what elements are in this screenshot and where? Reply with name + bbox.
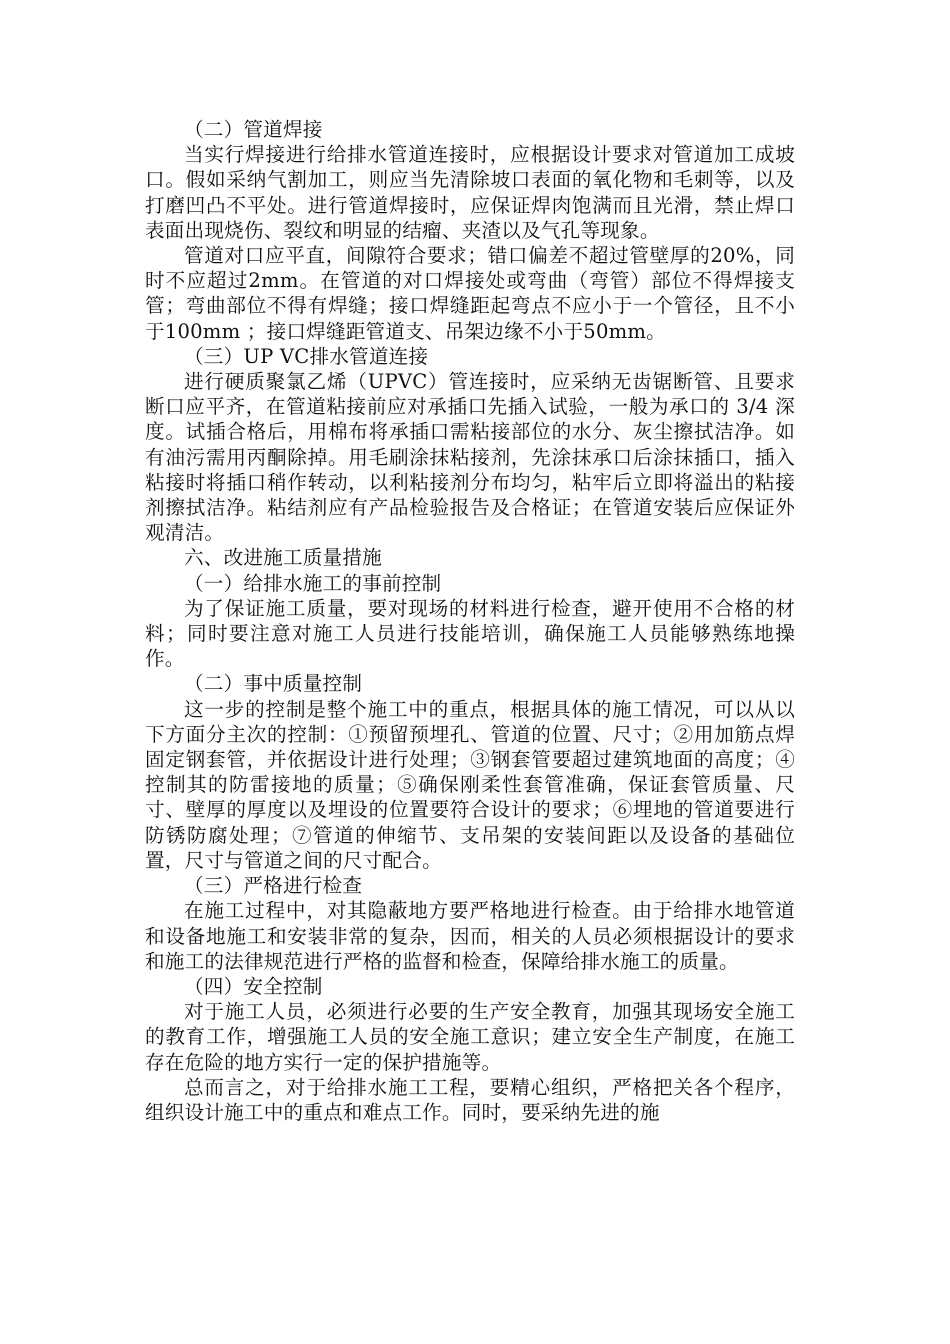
paragraph-pre-control: 为了保证施工质量，要对现场的材料进行检查，避开使用不合格的材料；同时要注意对施工人员进行技能培训，确保施工人员能够熟练地操作。 bbox=[145, 596, 795, 671]
document-body bbox=[145, 117, 795, 1125]
section-heading-in-process-control: （二）事中质量控制 bbox=[184, 672, 363, 696]
paragraph-upvc-bonding: 进行硬质聚氯乙烯（UPVC）管连接时，应采纳无齿锯断管、且要求断口应平齐，在管道粘接前应对承插口先插入试验，一般为承口的 3/4 深度。试插合格后，用棉布将承插口需粘接部位的水分、灰尘擦拭洁净。如有油污需用丙酮除掉。用毛刷涂抹粘接剂，先涂抹承口后涂抹插口，插入粘接时将插口稍作转动，以利粘接剂分布均匀，粘牢后立即将溢出的粘接剂擦拭洁净。粘结剂应有产品检验报告及合格证；在管道安装后应保证外观清洁。 bbox=[145, 370, 795, 545]
paragraph-welding-bevel: 当实行焊接进行给排水管道连接时，应根据设计要求对管道加工成坡口。假如采纳气割加工，则应当先清除坡口表面的氧化物和毛刺等，以及打磨凹凸不平处。进行管道焊接时，应保证焊肉饱满而且光滑，禁止焊口表面出现烧伤、裂纹和明显的结瘤、夹渣以及气孔等现象。 bbox=[145, 143, 795, 242]
paragraph-conclusion: 总而言之，对于给排水施工工程，要精心组织，严格把关各个程序，组织设计施工中的重点和难点工作。同时，要采纳先进的施 bbox=[145, 1075, 795, 1124]
paragraph-butt-joint: 管道对口应平直，间隙符合要求；错口偏差不超过管壁厚的20%，同时不应超过2mm。在管道的对口焊接处或弯曲（弯管）部位不得焊接支管；弯曲部位不得有焊缝；接口焊缝距起弯点不应小于一个管径，且不小于100mm ；接口焊缝距管道支、吊架边缘不小于50mm。 bbox=[145, 244, 795, 343]
paragraph-safety-control: 对于施工人员，必须进行必要的生产安全教育，加强其现场安全施工的教育工作，增强施工人员的安全施工意识；建立安全生产制度，在施工存在危险的地方实行一定的保护措施等。 bbox=[145, 1000, 795, 1074]
section-heading-pipe-welding: （二）管道焊接 bbox=[184, 118, 323, 141]
section-heading-upvc-connection: （三）UP VC排水管道连接 bbox=[184, 344, 429, 368]
section-heading-safety-control: （四）安全控制 bbox=[184, 974, 323, 998]
paragraph-in-process-control: 这一步的控制是整个施工中的重点，根据具体的施工情况，可以从以下方面分主次的控制：①预留预埋孔、管道的位置、尺寸；②用加筋点焊固定钢套管，并依据设计进行处理；③钢套管要超过建筑地面的高度；④控制其的防雷接地的质量；⑤确保刚柔性套管准确，保证套管质量、尺寸、壁厚的厚度以及埋设的位置要符合设计的要求；⑥埋地的管道要进行防锈防腐处理；⑦管道的伸缩节、支吊架的安装间距以及设备的基础位置，尺寸与管道之间的尺寸配合。 bbox=[145, 697, 795, 872]
chapter-heading-quality-measures: 六、改进施工质量措施 bbox=[184, 546, 382, 570]
paragraph-strict-inspection: 在施工过程中，对其隐蔽地方要严格地进行检查。由于给排水地管道和设备地施工和安装非常的复杂，因而，相关的人员必须根据设计的要求和施工的法律规范进行严格的监督和检查，保障给排水施工的质量。 bbox=[145, 899, 795, 973]
section-heading-strict-inspection: （三）严格进行检查 bbox=[184, 874, 363, 898]
section-heading-pre-control: （一）给排水施工的事前控制 bbox=[184, 571, 442, 595]
